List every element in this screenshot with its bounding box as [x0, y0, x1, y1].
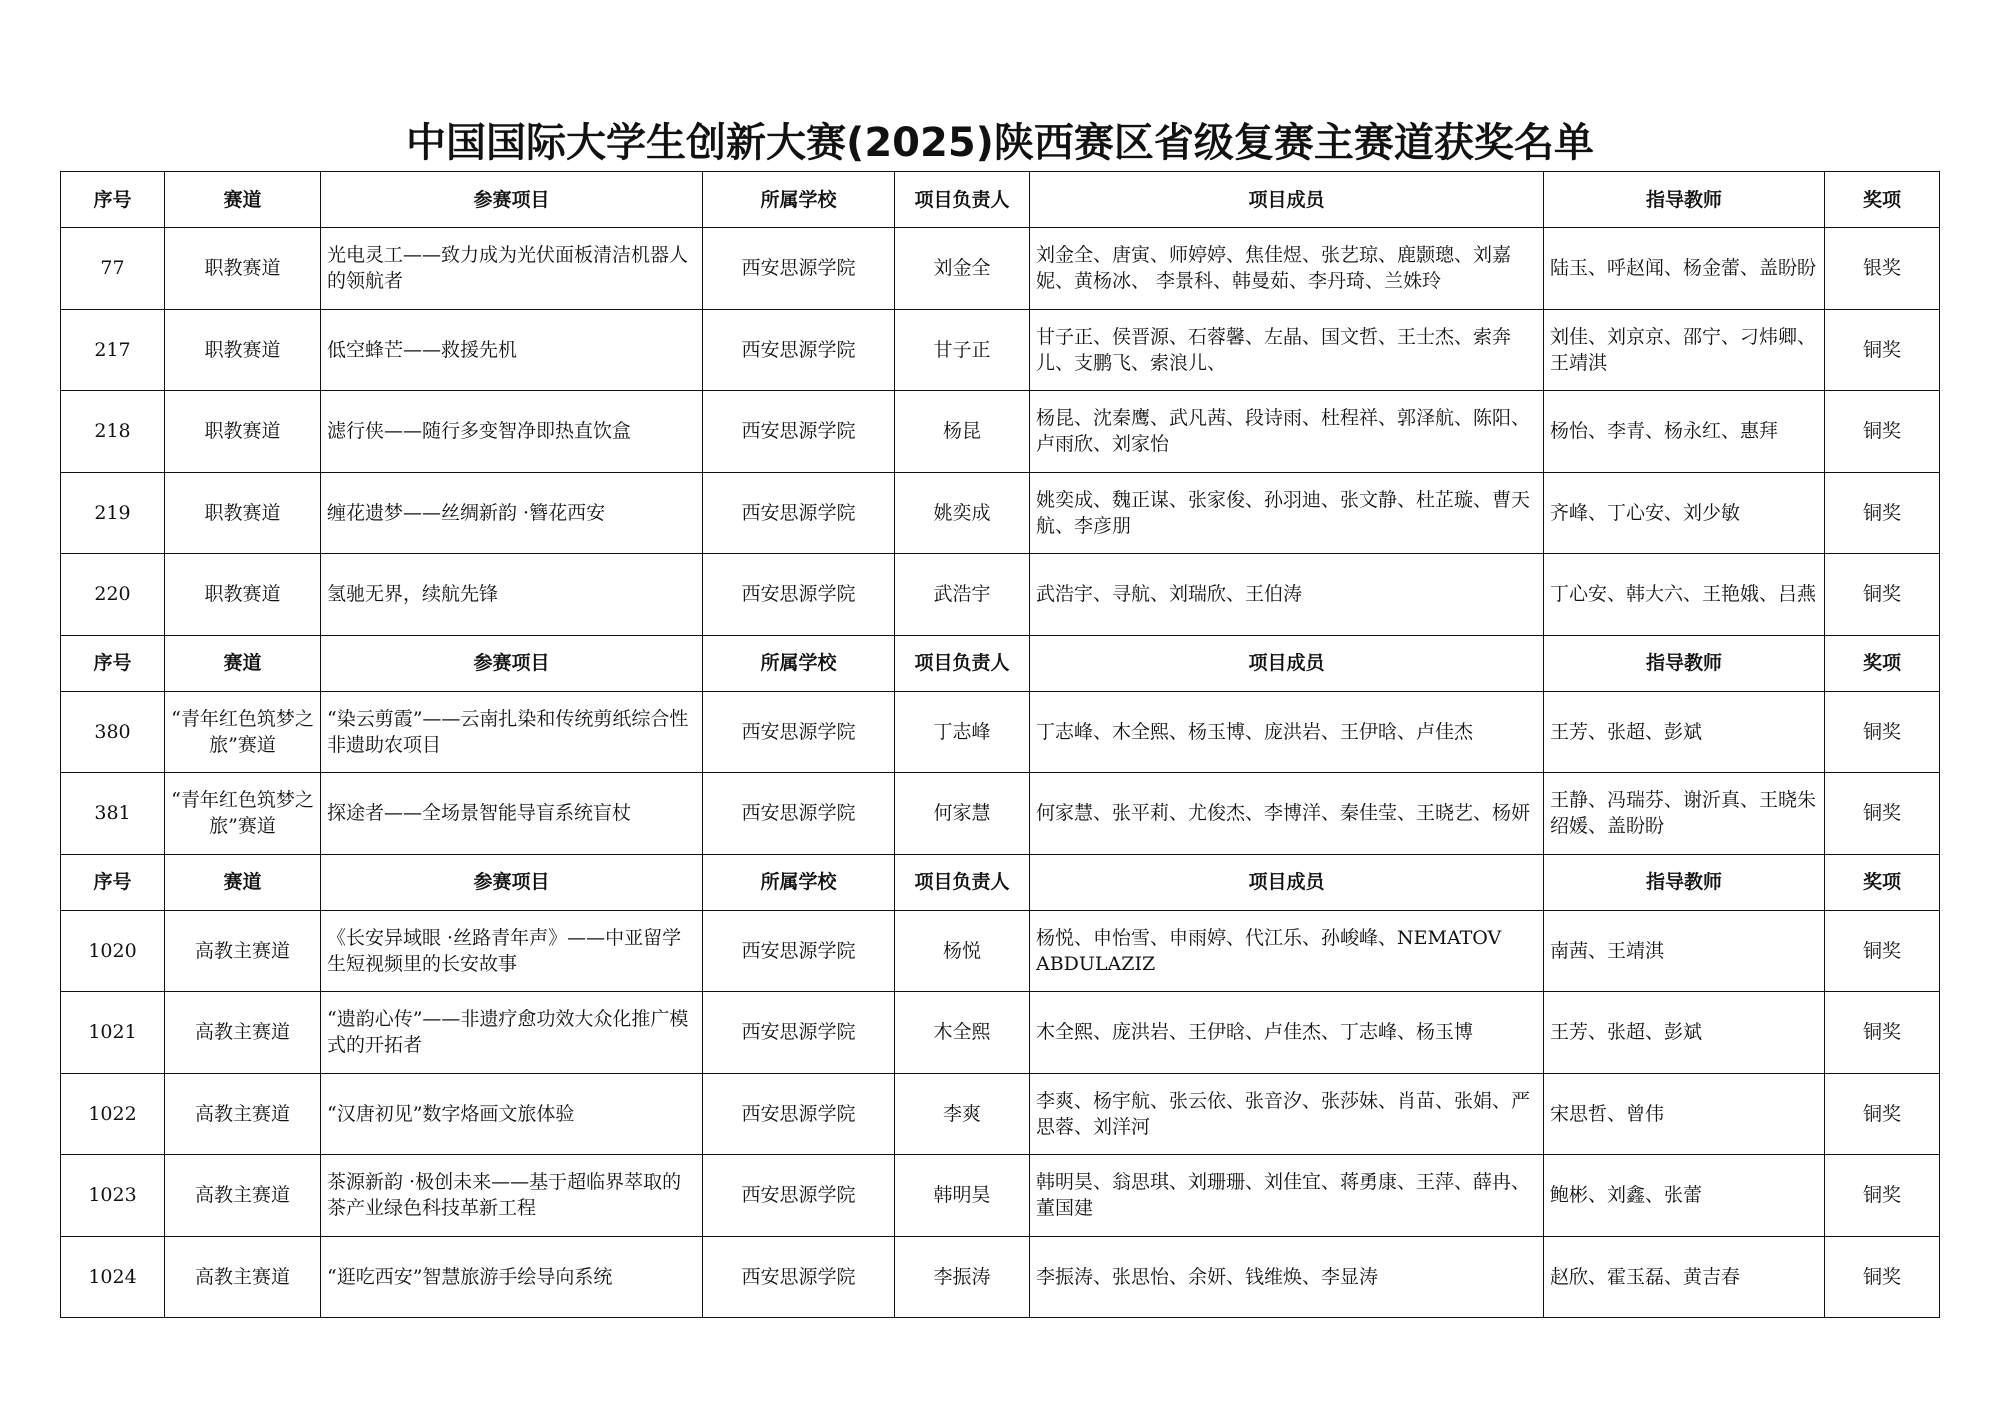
cell-award: 铜奖	[1825, 691, 1940, 773]
cell-advisors: 南茜、王靖淇	[1544, 910, 1825, 992]
cell-project: “汉唐初见”数字烙画文旅体验	[321, 1073, 703, 1155]
cell-school: 西安思源学院	[703, 773, 895, 855]
cell-award: 银奖	[1825, 228, 1940, 310]
cell-project: “遗韵心传”——非遗疗愈功效大众化推广模式的开拓者	[321, 992, 703, 1074]
cell-school: 西安思源学院	[703, 1236, 895, 1318]
header-advisors: 指导教师	[1544, 854, 1825, 910]
cell-project: “染云剪霞”——云南扎染和传统剪纸综合性非遗助农项目	[321, 691, 703, 773]
cell-leader: 武浩宇	[895, 554, 1030, 636]
cell-project: 缠花遗梦——丝绸新韵 ·簪花西安	[321, 472, 703, 554]
cell-award: 铜奖	[1825, 1155, 1940, 1237]
cell-advisors: 杨怡、李青、杨永红、惠拜	[1544, 391, 1825, 473]
cell-advisors: 陆玉、呼赵闻、杨金蕾、盖盼盼	[1544, 228, 1825, 310]
cell-project: 氢驰无界，续航先锋	[321, 554, 703, 636]
page-title: 中国国际大学生创新大赛(2025)陕西赛区省级复赛主赛道获奖名单	[406, 120, 1594, 166]
cell-no: 220	[61, 554, 165, 636]
cell-no: 219	[61, 472, 165, 554]
header-track: 赛道	[165, 854, 321, 910]
table-body	[61, 172, 1940, 1318]
cell-members: 甘子正、侯晋源、石蓉馨、左晶、国文哲、王士杰、索奔儿、支鹏飞、索浪儿、	[1030, 309, 1544, 391]
table-row	[61, 391, 1940, 473]
cell-no: 217	[61, 309, 165, 391]
cell-no: 1021	[61, 992, 165, 1074]
cell-track: 高教主赛道	[165, 992, 321, 1074]
cell-advisors: 宋思哲、曾伟	[1544, 1073, 1825, 1155]
cell-track: “青年红色筑梦之旅”赛道	[165, 691, 321, 773]
cell-advisors: 赵欣、霍玉磊、黄吉春	[1544, 1236, 1825, 1318]
cell-award: 铜奖	[1825, 992, 1940, 1074]
header-track: 赛道	[165, 172, 321, 228]
cell-leader: 木全熙	[895, 992, 1030, 1074]
cell-school: 西安思源学院	[703, 228, 895, 310]
cell-no: 380	[61, 691, 165, 773]
cell-award: 铜奖	[1825, 1073, 1940, 1155]
cell-members: 杨悦、申怡雪、申雨婷、代江乐、孙峻峰、NEMATOV ABDULAZIZ	[1030, 910, 1544, 992]
cell-members: 丁志峰、木全熙、杨玉博、庞洪岩、王伊晗、卢佳杰	[1030, 691, 1544, 773]
cell-project: 光电灵工——致力成为光伏面板清洁机器人的领航者	[321, 228, 703, 310]
header-members: 项目成员	[1030, 172, 1544, 228]
table-row	[61, 992, 1940, 1074]
cell-leader: 李爽	[895, 1073, 1030, 1155]
cell-project: 低空蜂芒——救援先机	[321, 309, 703, 391]
table-row	[61, 554, 1940, 636]
table-row	[61, 691, 1940, 773]
cell-project: “逛吃西安”智慧旅游手绘导向系统	[321, 1236, 703, 1318]
table-header-row	[61, 854, 1940, 910]
table-header-row	[61, 172, 1940, 228]
cell-advisors: 王芳、张超、彭斌	[1544, 691, 1825, 773]
header-advisors: 指导教师	[1544, 172, 1825, 228]
header-award: 奖项	[1825, 172, 1940, 228]
table-row	[61, 472, 1940, 554]
cell-award: 铜奖	[1825, 910, 1940, 992]
cell-no: 381	[61, 773, 165, 855]
header-track: 赛道	[165, 635, 321, 691]
cell-members: 木全熙、庞洪岩、王伊晗、卢佳杰、丁志峰、杨玉博	[1030, 992, 1544, 1074]
cell-members: 何家慧、张平莉、尤俊杰、李博洋、秦佳莹、王晓艺、杨妍	[1030, 773, 1544, 855]
table-row	[61, 228, 1940, 310]
table-row	[61, 1155, 1940, 1237]
cell-track: 职教赛道	[165, 554, 321, 636]
table-header-row	[61, 635, 1940, 691]
header-award: 奖项	[1825, 854, 1940, 910]
table-row	[61, 910, 1940, 992]
cell-school: 西安思源学院	[703, 992, 895, 1074]
cell-track: 职教赛道	[165, 309, 321, 391]
cell-track: 高教主赛道	[165, 1073, 321, 1155]
table-row	[61, 1236, 1940, 1318]
cell-school: 西安思源学院	[703, 472, 895, 554]
header-school: 所属学校	[703, 854, 895, 910]
cell-school: 西安思源学院	[703, 309, 895, 391]
cell-leader: 甘子正	[895, 309, 1030, 391]
cell-track: 高教主赛道	[165, 1236, 321, 1318]
cell-project: 《长安异域眼 ·丝路青年声》——中亚留学生短视频里的长安故事	[321, 910, 703, 992]
cell-no: 1024	[61, 1236, 165, 1318]
cell-school: 西安思源学院	[703, 554, 895, 636]
cell-no: 1022	[61, 1073, 165, 1155]
header-school: 所属学校	[703, 635, 895, 691]
cell-members: 刘金全、唐寅、师婷婷、焦佳煜、张艺琼、鹿颢璁、刘嘉妮、黄杨冰、 李景科、韩曼茹、李丹琦、兰姝玲	[1030, 228, 1544, 310]
cell-track: 职教赛道	[165, 391, 321, 473]
cell-school: 西安思源学院	[703, 691, 895, 773]
cell-award: 铜奖	[1825, 1236, 1940, 1318]
cell-school: 西安思源学院	[703, 1073, 895, 1155]
cell-leader: 姚奕成	[895, 472, 1030, 554]
cell-leader: 何家慧	[895, 773, 1030, 855]
table-row	[61, 773, 1940, 855]
table-row	[61, 309, 1940, 391]
header-leader: 项目负责人	[895, 854, 1030, 910]
cell-project: 茶源新韵 ·极创未来——基于超临界萃取的茶产业绿色科技革新工程	[321, 1155, 703, 1237]
header-project: 参赛项目	[321, 172, 703, 228]
cell-project: 探途者——全场景智能导盲系统盲杖	[321, 773, 703, 855]
cell-advisors: 丁心安、韩大六、王艳娥、吕燕	[1544, 554, 1825, 636]
header-members: 项目成员	[1030, 854, 1544, 910]
cell-award: 铜奖	[1825, 472, 1940, 554]
cell-leader: 杨悦	[895, 910, 1030, 992]
cell-award: 铜奖	[1825, 391, 1940, 473]
header-advisors: 指导教师	[1544, 635, 1825, 691]
cell-advisors: 王静、冯瑞芬、谢沂真、王晓朱绍媛、盖盼盼	[1544, 773, 1825, 855]
cell-school: 西安思源学院	[703, 1155, 895, 1237]
cell-track: “青年红色筑梦之旅”赛道	[165, 773, 321, 855]
header-school: 所属学校	[703, 172, 895, 228]
cell-advisors: 齐峰、丁心安、刘少敏	[1544, 472, 1825, 554]
header-no: 序号	[61, 635, 165, 691]
header-leader: 项目负责人	[895, 635, 1030, 691]
cell-advisors: 鲍彬、刘鑫、张蕾	[1544, 1155, 1825, 1237]
cell-no: 77	[61, 228, 165, 310]
cell-track: 职教赛道	[165, 228, 321, 310]
cell-track: 高教主赛道	[165, 1155, 321, 1237]
cell-no: 1023	[61, 1155, 165, 1237]
cell-leader: 刘金全	[895, 228, 1030, 310]
cell-members: 杨昆、沈秦鹰、武凡茜、段诗雨、杜程祥、郭泽航、陈阳、卢雨欣、刘家怡	[1030, 391, 1544, 473]
cell-no: 218	[61, 391, 165, 473]
cell-award: 铜奖	[1825, 309, 1940, 391]
cell-advisors: 王芳、张超、彭斌	[1544, 992, 1825, 1074]
cell-project: 滤行侠——随行多变智净即热直饮盒	[321, 391, 703, 473]
cell-award: 铜奖	[1825, 773, 1940, 855]
awards-table	[60, 171, 1940, 1318]
header-award: 奖项	[1825, 635, 1940, 691]
header-leader: 项目负责人	[895, 172, 1030, 228]
cell-leader: 丁志峰	[895, 691, 1030, 773]
cell-leader: 韩明昊	[895, 1155, 1030, 1237]
header-members: 项目成员	[1030, 635, 1544, 691]
table-row	[61, 1073, 1940, 1155]
header-no: 序号	[61, 172, 165, 228]
cell-school: 西安思源学院	[703, 391, 895, 473]
cell-members: 李爽、杨宇航、张云依、张音汐、张莎妹、肖苗、张娟、严思蓉、刘洋河	[1030, 1073, 1544, 1155]
cell-track: 职教赛道	[165, 472, 321, 554]
header-no: 序号	[61, 854, 165, 910]
cell-track: 高教主赛道	[165, 910, 321, 992]
cell-leader: 杨昆	[895, 391, 1030, 473]
cell-advisors: 刘佳、刘京京、邵宁、刁炜卿、王靖淇	[1544, 309, 1825, 391]
cell-members: 韩明昊、翁思琪、刘珊珊、刘佳宜、蒋勇康、王萍、薛冉、董国建	[1030, 1155, 1544, 1237]
cell-members: 武浩宇、寻航、刘瑞欣、王伯涛	[1030, 554, 1544, 636]
cell-leader: 李振涛	[895, 1236, 1030, 1318]
cell-members: 李振涛、张思怡、余妍、钱维焕、李显涛	[1030, 1236, 1544, 1318]
cell-members: 姚奕成、魏正谋、张家俊、孙羽迪、张文静、杜芷璇、曹天航、李彦朋	[1030, 472, 1544, 554]
cell-school: 西安思源学院	[703, 910, 895, 992]
header-project: 参赛项目	[321, 635, 703, 691]
cell-award: 铜奖	[1825, 554, 1940, 636]
header-project: 参赛项目	[321, 854, 703, 910]
cell-no: 1020	[61, 910, 165, 992]
